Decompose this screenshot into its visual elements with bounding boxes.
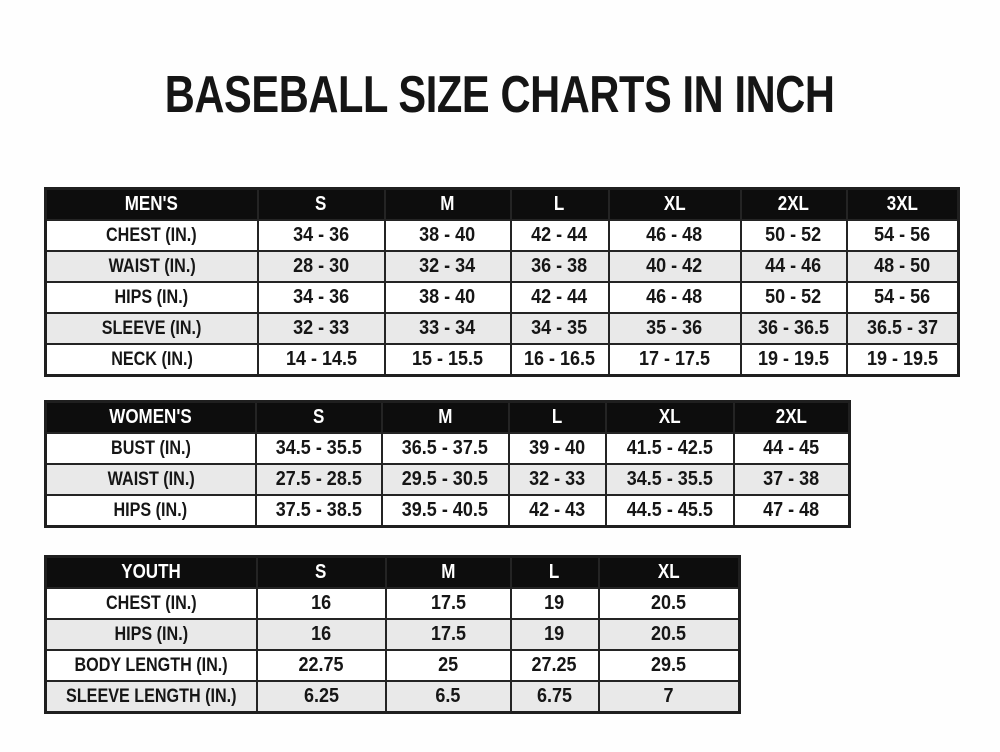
size-col-header bbox=[599, 557, 740, 589]
size-value: 41.5 - 42.5 bbox=[626, 437, 713, 459]
size-value-cell bbox=[258, 313, 385, 344]
size-col-header bbox=[509, 402, 606, 434]
size-value-cell bbox=[609, 251, 741, 282]
size-value: 6.25 bbox=[303, 685, 339, 707]
row-label-cell bbox=[46, 313, 258, 344]
size-value-cell bbox=[847, 282, 959, 313]
size-value: 42 - 43 bbox=[528, 499, 586, 521]
size-value-cell bbox=[511, 344, 609, 376]
header-label: XL bbox=[657, 561, 680, 583]
size-value-cell bbox=[386, 681, 511, 713]
size-value: 36.5 - 37 bbox=[866, 317, 938, 339]
size-value-cell bbox=[734, 433, 850, 464]
size-value: 17.5 bbox=[430, 592, 466, 614]
size-value-cell bbox=[511, 650, 599, 681]
size-value-cell bbox=[509, 433, 606, 464]
row-label-cell bbox=[46, 681, 257, 713]
size-value-cell bbox=[609, 282, 741, 313]
size-value: 27.5 - 28.5 bbox=[275, 468, 362, 490]
size-value: 36.5 - 37.5 bbox=[401, 437, 489, 459]
size-value: 32 - 33 bbox=[528, 468, 586, 490]
table-row bbox=[46, 650, 740, 681]
size-value: 16 bbox=[310, 592, 332, 614]
size-value: 44 - 45 bbox=[763, 437, 820, 459]
size-value-cell bbox=[847, 251, 959, 282]
size-value-cell bbox=[847, 344, 959, 376]
size-value: 35 - 36 bbox=[646, 317, 703, 339]
size-value-cell bbox=[256, 495, 382, 527]
group-header-cell bbox=[46, 557, 257, 589]
header-label: S bbox=[312, 406, 325, 428]
size-value-cell bbox=[741, 282, 847, 313]
size-col-header bbox=[258, 189, 385, 221]
size-col-header bbox=[606, 402, 734, 434]
table-row bbox=[46, 495, 850, 527]
size-value: 32 - 34 bbox=[419, 255, 476, 277]
size-value-cell bbox=[511, 220, 609, 251]
size-value: 34.5 - 35.5 bbox=[275, 437, 362, 459]
row-label: HIPS (IN.) bbox=[114, 623, 189, 645]
size-value-cell bbox=[258, 282, 385, 313]
row-label-cell bbox=[46, 433, 256, 464]
size-value: 50 - 52 bbox=[765, 286, 822, 308]
size-value: 6.75 bbox=[536, 685, 573, 707]
size-value-cell bbox=[385, 220, 511, 251]
row-label: CHEST (IN.) bbox=[106, 224, 198, 246]
table-row bbox=[46, 282, 959, 313]
size-value: 19 - 19.5 bbox=[866, 348, 938, 370]
row-label-cell bbox=[46, 251, 258, 282]
size-value: 47 - 48 bbox=[763, 499, 820, 521]
size-value: 38 - 40 bbox=[419, 224, 476, 246]
page-title bbox=[0, 68, 1000, 122]
size-value-cell bbox=[734, 495, 850, 527]
size-value-cell bbox=[599, 650, 740, 681]
header-label: WOMEN'S bbox=[109, 406, 192, 428]
header-label: M bbox=[440, 561, 456, 583]
size-value-cell bbox=[511, 282, 609, 313]
row-label-cell bbox=[46, 220, 258, 251]
table-row bbox=[46, 220, 959, 251]
size-value: 14 - 14.5 bbox=[285, 348, 357, 370]
size-value-cell bbox=[257, 650, 386, 681]
size-value: 42 - 44 bbox=[531, 286, 588, 308]
size-value: 16 bbox=[310, 623, 332, 645]
header-label: S bbox=[315, 561, 327, 583]
size-value: 34 - 35 bbox=[531, 317, 588, 339]
size-value: 29.5 - 30.5 bbox=[401, 468, 489, 490]
size-value-cell bbox=[609, 313, 741, 344]
size-col-header bbox=[385, 189, 511, 221]
size-value-cell bbox=[511, 588, 599, 619]
row-label: SLEEVE LENGTH (IN.) bbox=[65, 685, 237, 707]
size-value: 48 - 50 bbox=[874, 255, 931, 277]
size-col-header bbox=[257, 557, 386, 589]
size-value: 38 - 40 bbox=[419, 286, 476, 308]
header-label: L bbox=[554, 193, 565, 215]
size-value-cell bbox=[257, 619, 386, 650]
size-value: 44.5 - 45.5 bbox=[626, 499, 713, 521]
header-row bbox=[46, 402, 850, 434]
row-label-cell bbox=[46, 464, 256, 495]
size-value-cell bbox=[599, 619, 740, 650]
size-col-header bbox=[734, 402, 850, 434]
size-value: 36 - 38 bbox=[531, 255, 588, 277]
header-label: 2XL bbox=[775, 406, 807, 428]
size-value: 54 - 56 bbox=[874, 286, 931, 308]
size-value-cell bbox=[606, 433, 734, 464]
table-row bbox=[46, 433, 850, 464]
header-label: XL bbox=[663, 193, 686, 215]
size-value-cell bbox=[382, 433, 509, 464]
row-label: HIPS (IN.) bbox=[114, 286, 189, 308]
header-label: M bbox=[440, 193, 455, 215]
size-value: 20.5 bbox=[651, 623, 687, 645]
table-row bbox=[46, 681, 740, 713]
table-row bbox=[46, 588, 740, 619]
size-value-cell bbox=[385, 313, 511, 344]
size-col-header bbox=[609, 189, 741, 221]
size-value-cell bbox=[257, 588, 386, 619]
size-value-cell bbox=[511, 313, 609, 344]
size-value: 28 - 30 bbox=[292, 255, 350, 277]
size-value-cell bbox=[382, 464, 509, 495]
size-value: 17 - 17.5 bbox=[638, 348, 711, 370]
header-label: 3XL bbox=[886, 193, 918, 215]
size-value: 37.5 - 38.5 bbox=[275, 499, 362, 521]
table-row bbox=[46, 464, 850, 495]
row-label: WAIST (IN.) bbox=[107, 468, 195, 490]
size-value: 34 - 36 bbox=[292, 224, 350, 246]
size-value: 39.5 - 40.5 bbox=[401, 499, 489, 521]
size-value: 29.5 bbox=[651, 654, 687, 676]
size-value: 20.5 bbox=[651, 592, 687, 614]
group-header-cell bbox=[46, 189, 258, 221]
size-value-cell bbox=[509, 464, 606, 495]
size-value: 6.5 bbox=[435, 685, 461, 707]
size-value-cell bbox=[382, 495, 509, 527]
row-label: SLEEVE (IN.) bbox=[101, 317, 202, 339]
size-col-header bbox=[847, 189, 959, 221]
size-value-cell bbox=[599, 681, 740, 713]
size-col-header bbox=[382, 402, 509, 434]
size-value-cell bbox=[385, 282, 511, 313]
size-value-cell bbox=[385, 344, 511, 376]
size-value-cell bbox=[734, 464, 850, 495]
header-label: L bbox=[551, 406, 563, 428]
size-value-cell bbox=[258, 220, 385, 251]
header-label: XL bbox=[658, 406, 681, 428]
row-label: BUST (IN.) bbox=[110, 437, 191, 459]
size-value-cell bbox=[258, 344, 385, 376]
size-value-cell bbox=[741, 220, 847, 251]
size-col-header bbox=[386, 557, 511, 589]
row-label-cell bbox=[46, 344, 258, 376]
row-label-cell bbox=[46, 282, 258, 313]
size-value-cell bbox=[386, 650, 511, 681]
size-value: 17.5 bbox=[430, 623, 466, 645]
mens-size-table bbox=[44, 187, 960, 377]
header-row bbox=[46, 189, 959, 221]
size-value: 25 bbox=[437, 654, 459, 676]
size-value: 15 - 15.5 bbox=[411, 348, 484, 370]
header-label: S bbox=[315, 193, 327, 215]
size-value: 40 - 42 bbox=[646, 255, 703, 277]
size-value-cell bbox=[606, 464, 734, 495]
header-label: MEN'S bbox=[125, 193, 179, 215]
size-value: 7 bbox=[663, 685, 674, 707]
size-value: 39 - 40 bbox=[528, 437, 586, 459]
size-value-cell bbox=[741, 344, 847, 376]
size-value-cell bbox=[606, 495, 734, 527]
size-value: 27.25 bbox=[531, 654, 578, 676]
size-col-header bbox=[256, 402, 382, 434]
size-value-cell bbox=[256, 433, 382, 464]
size-value-cell bbox=[509, 495, 606, 527]
youth-size-table bbox=[44, 555, 741, 714]
table-row bbox=[46, 344, 959, 376]
row-label: BODY LENGTH (IN.) bbox=[74, 654, 228, 676]
size-value: 36 - 36.5 bbox=[757, 317, 830, 339]
header-label: YOUTH bbox=[121, 561, 181, 583]
size-col-header bbox=[511, 189, 609, 221]
size-value-cell bbox=[386, 588, 511, 619]
size-value-cell bbox=[386, 619, 511, 650]
size-value: 19 bbox=[544, 623, 565, 645]
group-header-cell bbox=[46, 402, 256, 434]
size-col-header bbox=[741, 189, 847, 221]
header-label: M bbox=[437, 406, 453, 428]
size-value-cell bbox=[385, 251, 511, 282]
size-value: 46 - 48 bbox=[646, 286, 703, 308]
table-row bbox=[46, 619, 740, 650]
size-value: 50 - 52 bbox=[765, 224, 822, 246]
table-row bbox=[46, 251, 959, 282]
row-label-cell bbox=[46, 650, 257, 681]
size-value-cell bbox=[511, 619, 599, 650]
size-value-cell bbox=[257, 681, 386, 713]
size-value-cell bbox=[599, 588, 740, 619]
header-row bbox=[46, 557, 740, 589]
size-value: 19 - 19.5 bbox=[757, 348, 830, 370]
size-value-cell bbox=[511, 681, 599, 713]
size-value-cell bbox=[511, 251, 609, 282]
womens-size-table bbox=[44, 400, 851, 528]
size-value: 42 - 44 bbox=[531, 224, 588, 246]
size-value-cell bbox=[258, 251, 385, 282]
size-value-cell bbox=[741, 251, 847, 282]
size-value: 37 - 38 bbox=[763, 468, 820, 490]
size-value: 46 - 48 bbox=[646, 224, 703, 246]
row-label: NECK (IN.) bbox=[110, 348, 193, 370]
size-value: 19 bbox=[544, 592, 565, 614]
row-label: CHEST (IN.) bbox=[105, 592, 197, 614]
size-value-cell bbox=[609, 220, 741, 251]
page-title-text: BASEBALL SIZE CHARTS IN INCH bbox=[165, 66, 835, 124]
table-row bbox=[46, 313, 959, 344]
row-label: WAIST (IN.) bbox=[108, 255, 196, 277]
row-label: HIPS (IN.) bbox=[113, 499, 188, 521]
header-label: L bbox=[549, 561, 560, 583]
size-value: 16 - 16.5 bbox=[523, 348, 596, 370]
size-value: 33 - 34 bbox=[419, 317, 476, 339]
size-value: 44 - 46 bbox=[765, 255, 822, 277]
header-label: 2XL bbox=[777, 193, 810, 215]
row-label-cell bbox=[46, 588, 257, 619]
size-value: 54 - 56 bbox=[874, 224, 931, 246]
size-value-cell bbox=[609, 344, 741, 376]
size-value: 34 - 36 bbox=[292, 286, 350, 308]
size-value-cell bbox=[847, 220, 959, 251]
size-col-header bbox=[511, 557, 599, 589]
size-value-cell bbox=[847, 313, 959, 344]
row-label-cell bbox=[46, 495, 256, 527]
size-value: 34.5 - 35.5 bbox=[626, 468, 713, 490]
size-value-cell bbox=[256, 464, 382, 495]
size-value: 22.75 bbox=[298, 654, 344, 676]
size-value: 32 - 33 bbox=[292, 317, 350, 339]
size-value-cell bbox=[741, 313, 847, 344]
row-label-cell bbox=[46, 619, 257, 650]
